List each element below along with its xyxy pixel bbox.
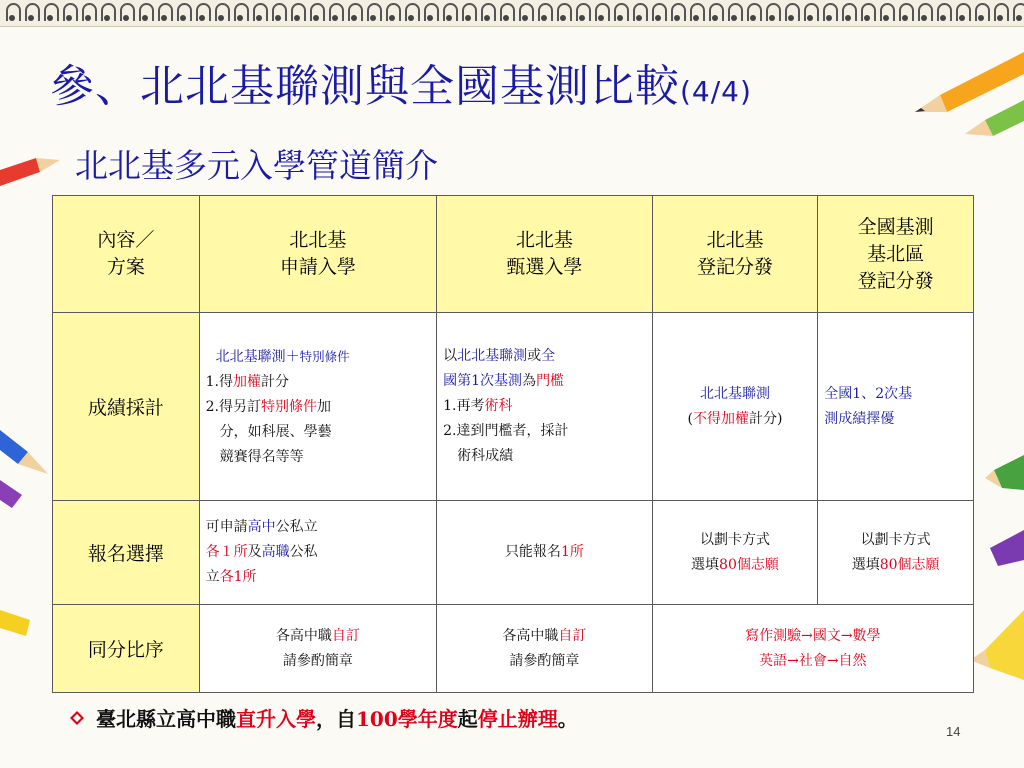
table-row-tie bbox=[53, 605, 974, 693]
cell-score-registration bbox=[652, 313, 818, 501]
slide-title-suffix: (4/4) bbox=[680, 75, 752, 108]
cell-register-apply bbox=[199, 501, 437, 605]
text-plain: 以劃卡方式 bbox=[699, 531, 770, 548]
text-plain: 起 bbox=[457, 707, 478, 731]
header-line: 全國基測 bbox=[857, 215, 934, 238]
orange-pencil-icon bbox=[915, 52, 1024, 112]
text-plain: 選填 bbox=[851, 556, 880, 573]
text-direct-admission: 直升入學 bbox=[236, 707, 316, 731]
text-vocational: 高職 bbox=[261, 544, 290, 560]
text-school-year: 100學年度 bbox=[356, 707, 458, 731]
text-high-school: 高中 bbox=[247, 519, 276, 535]
text-special-conditions-red: 特別條件 bbox=[261, 398, 317, 415]
text-one-each: 各１所 bbox=[205, 544, 248, 560]
header-registration-allocation bbox=[652, 196, 818, 313]
text-plain: 得另訂 bbox=[219, 398, 261, 415]
text-plain: 各高中職 bbox=[502, 627, 559, 644]
text-plain: 。 bbox=[557, 707, 578, 731]
text-plain: 以 bbox=[443, 348, 458, 364]
header-apply-admission bbox=[199, 196, 437, 313]
cell-score-apply bbox=[199, 313, 437, 501]
slide-title bbox=[50, 50, 752, 114]
text-plain: 競賽得名等等 bbox=[219, 448, 304, 465]
text-plus: ＋ bbox=[285, 348, 300, 365]
text-one-school: 1所 bbox=[560, 544, 584, 560]
text-weighted: 加權 bbox=[233, 373, 261, 390]
cell-score-selection bbox=[437, 313, 653, 501]
header-line: 登記分發 bbox=[696, 256, 773, 278]
yellow-pencil-icon bbox=[0, 610, 30, 636]
yellow-pencil-right-icon bbox=[970, 610, 1024, 680]
text-threshold: 門檻 bbox=[536, 373, 565, 389]
text-plain: 為 bbox=[522, 373, 537, 389]
text-plain: 加 bbox=[317, 398, 331, 415]
row-label-register: 報名選擇 bbox=[53, 501, 200, 605]
header-line: 北北基 bbox=[289, 229, 347, 251]
list-number: 2. bbox=[205, 398, 219, 415]
footnote bbox=[70, 703, 578, 732]
cell-tie-apply bbox=[199, 605, 437, 693]
table-row-register bbox=[53, 501, 974, 605]
row-label-tie: 同分比序 bbox=[53, 605, 200, 693]
cell-register-national bbox=[818, 501, 974, 605]
text-plain: 各高中職 bbox=[275, 627, 332, 644]
text-joint-exam: 北北基聯測 bbox=[215, 348, 286, 365]
header-national-allocation bbox=[818, 196, 974, 313]
text-plain: ，自 bbox=[316, 707, 356, 731]
cell-score-national bbox=[818, 313, 974, 501]
text-no-weighting: 不得加權 bbox=[692, 410, 749, 427]
header-line: 登記分發 bbox=[857, 269, 934, 292]
text-first-basic-test: 國第1次基測 bbox=[443, 373, 523, 389]
header-selection-admission bbox=[437, 196, 653, 313]
page-number: 14 bbox=[946, 724, 961, 739]
text-plain: 臺北縣立高中職 bbox=[96, 707, 236, 731]
comparison-table bbox=[52, 195, 974, 693]
cell-tie-registration-national bbox=[652, 605, 973, 693]
text-national: 全 bbox=[541, 348, 556, 364]
text-plain: 公私 bbox=[289, 544, 318, 560]
text-tie-order: 英語→社會→自然 bbox=[759, 652, 867, 669]
blue-pencil-icon bbox=[0, 430, 48, 474]
row-label-score: 成績採計 bbox=[53, 313, 200, 501]
text-plain: 選填 bbox=[691, 556, 720, 573]
header-line: 北北基 bbox=[706, 229, 764, 251]
header-line: 內容／ bbox=[97, 229, 155, 251]
purple-pencil-right-icon bbox=[990, 530, 1024, 566]
bullet-icon bbox=[70, 711, 84, 725]
text-special-conditions: 特別條件 bbox=[299, 348, 350, 364]
purple-pencil-icon bbox=[0, 480, 22, 508]
text-paren: ( bbox=[687, 410, 693, 427]
text-discontinued: 停止辦理 bbox=[477, 707, 558, 731]
text-self-defined: 自訂 bbox=[558, 627, 587, 644]
text-80-choices: 80個志願 bbox=[719, 556, 779, 573]
text-plain: 立 bbox=[205, 569, 220, 585]
text-80-choices: 80個志願 bbox=[879, 556, 940, 573]
green-pencil-right-icon bbox=[985, 455, 1024, 490]
text-plain: 請參酌簡章 bbox=[509, 652, 580, 669]
text-plain: 公私立 bbox=[275, 519, 318, 535]
text-plain: 可申請 bbox=[205, 519, 248, 535]
green-pencil-icon bbox=[965, 100, 1024, 136]
table-row-score bbox=[53, 313, 974, 501]
cell-tie-selection bbox=[437, 605, 653, 693]
text-plain: 只能報名 bbox=[504, 544, 561, 560]
text-plain: 或 bbox=[527, 348, 542, 364]
text-plain: 術科成績 bbox=[457, 448, 514, 464]
slide-title-main: 參、北北基聯測與全國基測比較 bbox=[50, 61, 680, 112]
text-plain: 2.達到門檻者，採計 bbox=[443, 423, 569, 439]
text-tie-order: 寫作測驗→國文→數學 bbox=[745, 627, 881, 644]
header-line: 基北區 bbox=[867, 242, 925, 265]
text-national-best: 全國1、2次基 bbox=[824, 385, 913, 402]
text-plain: 以劃卡方式 bbox=[860, 531, 931, 548]
text-technical-subject: 術科 bbox=[484, 398, 513, 414]
text-paren: ) bbox=[776, 410, 783, 427]
text-plain: 請參酌簡章 bbox=[282, 652, 353, 669]
header-line: 甄選入學 bbox=[506, 256, 583, 278]
table-header-row bbox=[53, 196, 974, 313]
text-plain: 分，如科展、學藝 bbox=[219, 423, 332, 440]
header-line: 方案 bbox=[106, 256, 145, 278]
text-plain: 再考 bbox=[456, 398, 485, 414]
slide-subtitle: 北北基多元入學管道簡介 bbox=[75, 146, 438, 185]
red-pencil-icon bbox=[0, 158, 60, 186]
text-national-best: 測成績擇優 bbox=[824, 410, 895, 427]
header-line: 申請入學 bbox=[279, 256, 356, 278]
text-plain: 及 bbox=[247, 544, 262, 560]
text-joint-exam: 北北基聯測 bbox=[457, 348, 528, 364]
text-plain: 計分 bbox=[748, 410, 777, 427]
list-number: 1. bbox=[443, 398, 457, 414]
header-line: 北北基 bbox=[515, 229, 573, 251]
text-self-defined: 自訂 bbox=[331, 627, 360, 644]
header-content-plan bbox=[53, 196, 200, 313]
text-plain: 得 bbox=[219, 373, 233, 390]
cell-register-registration bbox=[652, 501, 818, 605]
text-plain: 計分 bbox=[261, 373, 289, 390]
text-one-each: 各1所 bbox=[219, 569, 257, 585]
cell-register-selection bbox=[437, 501, 653, 605]
list-number: 1. bbox=[205, 373, 219, 390]
text-joint-exam: 北北基聯測 bbox=[699, 385, 770, 402]
